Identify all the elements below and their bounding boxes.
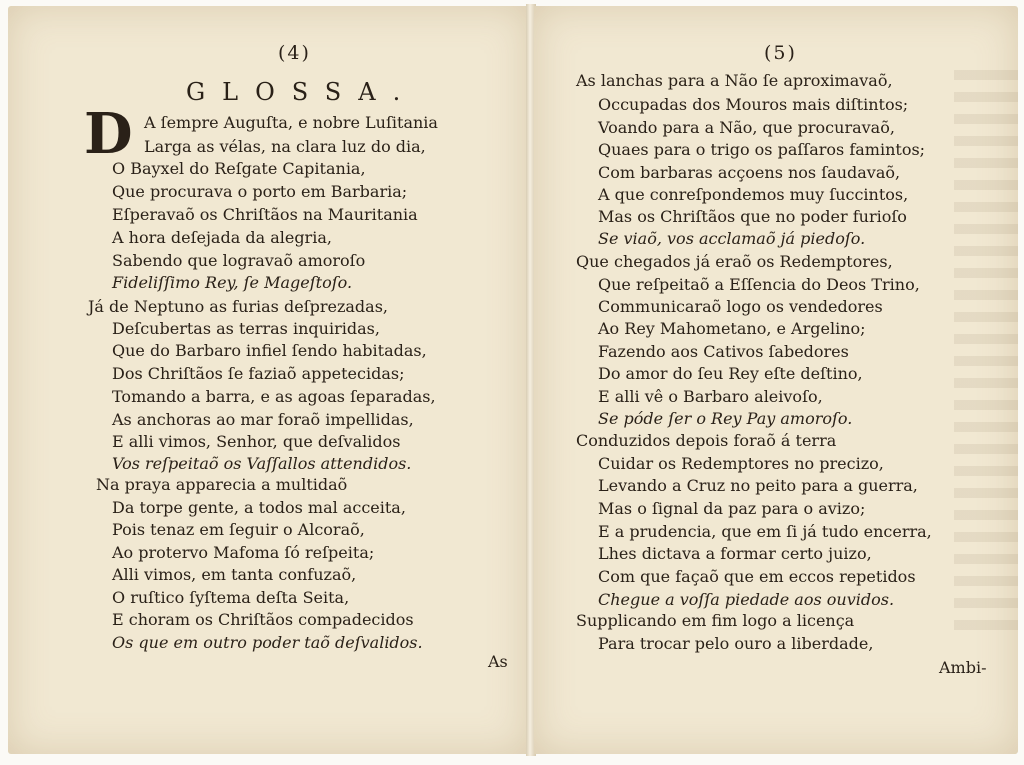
right-verse-line: Fazendo aos Cativos ſabedores: [598, 342, 849, 361]
left-verse-line: Já de Neptuno as furias deſprezadas,: [88, 297, 389, 316]
right-verse-line: Cuidar os Redemptores no precizo,: [598, 454, 884, 473]
left-verse-line: A hora deſejada da alegria,: [112, 228, 332, 247]
left-verse-line: Que do Barbaro infiel ſendo habitadas,: [112, 341, 427, 360]
left-verse-line: Que procurava o porto em Barbaria;: [112, 182, 408, 201]
right-verse-line: Lhes dictava a formar certo juizo,: [598, 544, 872, 563]
right-verse-line: Levando a Cruz no peito para a guerra,: [598, 476, 918, 495]
left-verse-line: Pois tenaz em ſeguir o Alcoraõ,: [112, 520, 365, 539]
drop-cap: D: [84, 101, 133, 167]
left-verse-line: Na praya apparecia a multidaõ: [96, 475, 348, 494]
right-verse-line: Com que façaõ que em eccos repetidos: [598, 567, 916, 586]
right-verse-line: Communicaraõ logo os vendedores: [598, 297, 883, 316]
left-verse-line: O ruſtico ſyſtema deſta Seita,: [112, 588, 350, 607]
left-verse-line: E alli vimos, Senhor, que deſvalidos: [112, 432, 401, 451]
left-verse-line: Ao protervo Mafoma ſó reſpeita;: [112, 543, 375, 562]
right-verse-line: Que chegados já eraõ os Redemptores,: [576, 252, 893, 271]
left-verse-line: Eſperavaõ os Chriſtãos na Mauritania: [112, 205, 418, 224]
right-verse-line: Supplicando em fim logo a licença: [576, 611, 855, 630]
left-verse-line: Dos Chriſtãos ſe faziaõ appetecidas;: [112, 364, 405, 383]
catchword-right: Ambi-: [939, 658, 987, 677]
right-verse-line: Que reſpeitaõ a Eſſencia do Deos Trino,: [598, 275, 920, 294]
page-title: GLOSSA.: [186, 78, 418, 106]
right-verse-line: Ao Rey Mahometano, e Argelino;: [598, 319, 866, 338]
right-verse-line: Chegue a voſſa piedade aos ouvidos.: [598, 590, 895, 609]
left-verse-line: Alli vimos, em tanta confuzaõ,: [112, 565, 357, 584]
left-verse-line: Da torpe gente, a todos mal acceita,: [112, 498, 406, 517]
right-verse-line: Conduzidos depois foraõ á terra: [576, 431, 837, 450]
right-verse-line: Para trocar pelo ouro a liberdade,: [598, 634, 874, 653]
right-verse-line: Do amor do ſeu Rey eſte deſtino,: [598, 364, 863, 383]
right-verse-line: As lanchas para a Não ſe aproximavaõ,: [576, 71, 893, 90]
right-verse-line: Quaes para o trigo os paſſaros famintos;: [598, 140, 926, 159]
catchword-left: As: [488, 652, 508, 671]
right-verse-line: A que conreſpondemos muy ſuccintos,: [598, 185, 909, 204]
left-page: [8, 6, 528, 754]
right-verse-line: Se póde ſer o Rey Pay amoroſo.: [598, 409, 853, 428]
page-number-right: (5): [764, 42, 797, 64]
bleed-through-text: [954, 70, 1018, 630]
left-verse-line: Tomando a barra, e as agoas ſeparadas,: [112, 387, 436, 406]
left-verse-line: Larga as vélas, na clara luz do dia,: [144, 137, 426, 156]
left-verse-line: A ſempre Auguſta, e nobre Luſitania: [144, 113, 438, 132]
right-verse-line: Se viaõ, vos acclamaõ já piedoſo.: [598, 229, 866, 248]
left-verse-line: Sabendo que logravaõ amoroſo: [112, 251, 366, 270]
right-verse-line: E a prudencia, que em ſi já tudo encerra,: [598, 522, 932, 541]
left-verse-line: Fideliſſimo Rey, ſe Mageſtoſo.: [112, 273, 353, 292]
right-verse-line: Occupadas dos Mouros mais diſtintos;: [598, 95, 909, 114]
page-number-left: (4): [278, 42, 311, 64]
right-page: [534, 6, 1018, 754]
right-verse-line: Com barbaras acçoens nos ſaudavaõ,: [598, 163, 901, 182]
left-verse-line: E choram os Chriſtãos compadecidos: [112, 610, 414, 629]
right-verse-line: Mas o ſignal da paz para o avizo;: [598, 499, 866, 518]
left-verse-line: Os que em outro poder taõ deſvalidos.: [112, 633, 423, 652]
left-verse-line: Deſcubertas as terras inquiridas,: [112, 319, 380, 338]
right-verse-line: Mas os Chriſtãos que no poder furioſo: [598, 207, 907, 226]
left-verse-line: O Bayxel do Reſgate Capitania,: [112, 159, 366, 178]
right-verse-line: E alli vê o Barbaro aleivoſo,: [598, 387, 823, 406]
right-verse-line: Voando para a Não, que procuravaõ,: [598, 118, 895, 137]
left-verse-line: Vos reſpeitaõ os Vaſſallos attendidos.: [112, 454, 412, 473]
left-verse-line: As anchoras ao mar foraõ impellidas,: [112, 410, 414, 429]
